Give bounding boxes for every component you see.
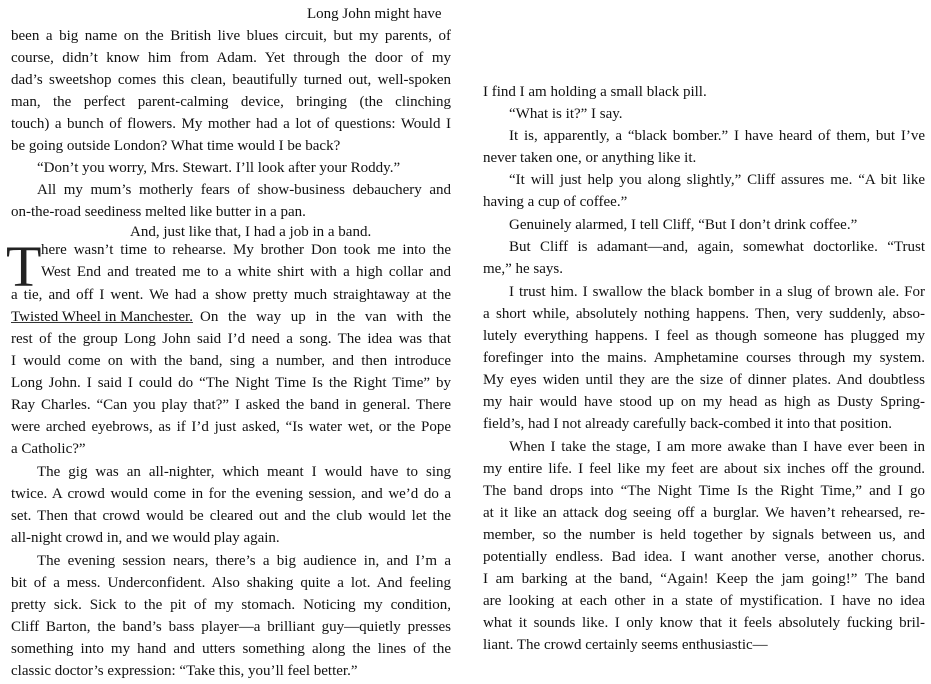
text-line: lutely everything happens. I feel as though someone has plugged my [483, 328, 925, 344]
text-line: been a big name on the British live blues circuit, but my parents, of [11, 28, 451, 44]
text-line: When I take the stage, I am more awake than I have ever been in [509, 439, 925, 455]
text-line: course, didn’t know him from Adam. Yet through the door of my [11, 50, 451, 66]
text-line: “It will just help you along slightly,” Cliff assures me. “A bit like [509, 172, 925, 188]
text-line: a Catholic?” [11, 441, 86, 457]
text-line: liant. The crowd certainly seems enthusiastic— [483, 637, 768, 653]
text-line: touch) a bunch of flowers. My mother had a lot of questions: Would I [11, 116, 451, 132]
text-line: Long John might have [307, 6, 442, 22]
text-line: be going outside London? What time would I be back? [11, 138, 341, 154]
text-line: at it like an attack dog seeing off a burglar. We haven’t rehearsed, re- [483, 505, 925, 521]
text-line: The band drops into “The Night Time Is the Right Time,” and I go [483, 483, 925, 499]
text-line: classic doctor’s expression: “Take this, you’ll feel better.” [11, 663, 358, 679]
text-line: My eyes widen until they are the size of dinner plates. And doubtless [483, 372, 925, 388]
text-line: “What is it?” I say. [509, 106, 623, 122]
text-line: Genuinely alarmed, I tell Cliff, “But I don’t drink coffee.” [509, 217, 858, 233]
text-line: twice. A crowd would come in for the evening session, and we’d do a [11, 486, 451, 502]
text-line: a tie, and off I went. We had a show pretty much straightaway at the [11, 287, 451, 303]
text-line: rest of the group Long John said I’d need a song. The idea was that [11, 331, 451, 347]
text-line: pretty sick. Sick to the pit of my stomach. Noticing my condition, [11, 597, 451, 613]
text-line: on-the-road seediness melted like butter in a pan. [11, 204, 306, 220]
text-line: I trust him. I swallow the black bomber in a slug of brown ale. For [509, 284, 925, 300]
text-line: forefinger into the mains. Amphetamine courses through my system. [483, 350, 925, 366]
text-line: me,” he says. [483, 261, 563, 277]
text-line: never taken one, or anything like it. [483, 150, 697, 166]
section-break-line: And, just like that, I had a job in a band. [130, 224, 372, 240]
text-line: The evening session nears, there’s a big audience in, and I’m a [37, 553, 451, 569]
text-line: I would come on with the band, sing a number, and then introduce [11, 353, 451, 369]
text-line: All my mum’s motherly fears of show-business debauchery and [37, 182, 451, 198]
text-line: a short while, absolutely nothing happens. Then, very suddenly, abso- [483, 306, 925, 322]
text-line: my entire life. I feel like my feet are about six inches off the ground. [483, 461, 925, 477]
text-line: On the way up in the van with the [200, 309, 451, 325]
text-line: It is, apparently, a “black bomber.” I have heard of them, but I’ve [509, 128, 925, 144]
text-line: bit of a mess. Underconfident. Also shaking quite a lot. And feeling [11, 575, 451, 591]
text-line: are looking at each other in a state of mystification. I have no idea [483, 593, 925, 609]
drop-cap: T [6, 234, 42, 299]
text-line: But Cliff is adamant—and, again, somewhat doctorlike. “Trust [509, 239, 925, 255]
text-line: potentially endless. Bad idea. I want another verse, another chorus. [483, 549, 925, 565]
underlined-place-name: Twisted Wheel in Manchester. [11, 309, 193, 325]
text-line: Long John. I said I could do “The Night Time Is the Right Time” by [11, 375, 451, 391]
text-line: member, so the number is held together by signals between us, and [483, 527, 925, 543]
text-line: I am barking at the band, “Again! Keep the jam going!” The band [483, 571, 925, 587]
text-line: my hair would have stood up on my head as high as Dusty Spring- [483, 394, 925, 410]
text-line: “Don’t you worry, Mrs. Stewart. I’ll look after your Roddy.” [37, 160, 401, 176]
right-page [462, 0, 931, 684]
text-line: were arched eyebrows, as if I’d just asked, “Is water wet, or the Pope [11, 419, 451, 435]
left-page [0, 0, 462, 684]
text-line: Ray Charles. “Can you play that?” I asked the band in general. There [11, 397, 451, 413]
text-line: Cliff Barton, the band’s bass player—a brilliant guy—quietly presses [11, 619, 451, 635]
text-line: dad’s sweetshop comes this clean, beautifully turned out, well-spoken [11, 72, 451, 88]
text-line: set. Then that crowd would be cleared out and the club would let the [11, 508, 451, 524]
text-line: something into my hand and utters something along the lines of the [11, 641, 451, 657]
text-line: I find I am holding a small black pill. [483, 84, 707, 100]
text-line: The gig was an all-nighter, which meant I would have to sing [37, 464, 451, 480]
text-line: West End and treated me to a white shirt with a high collar and [41, 264, 451, 280]
text-line: what it sounds like. I only know that it feels absolutely fucking bril- [483, 615, 925, 631]
text-line: here wasn’t time to rehearse. My brother Don took me into the [41, 242, 451, 258]
text-line: field’s, had I not already carefully back-combed it into that position. [483, 416, 893, 432]
text-line: all-night crowd in, and we would play again. [11, 530, 280, 546]
text-line: man, the perfect parent-calming device, bringing (the clinching [11, 94, 451, 110]
text-line: having a cup of coffee.” [483, 194, 628, 210]
